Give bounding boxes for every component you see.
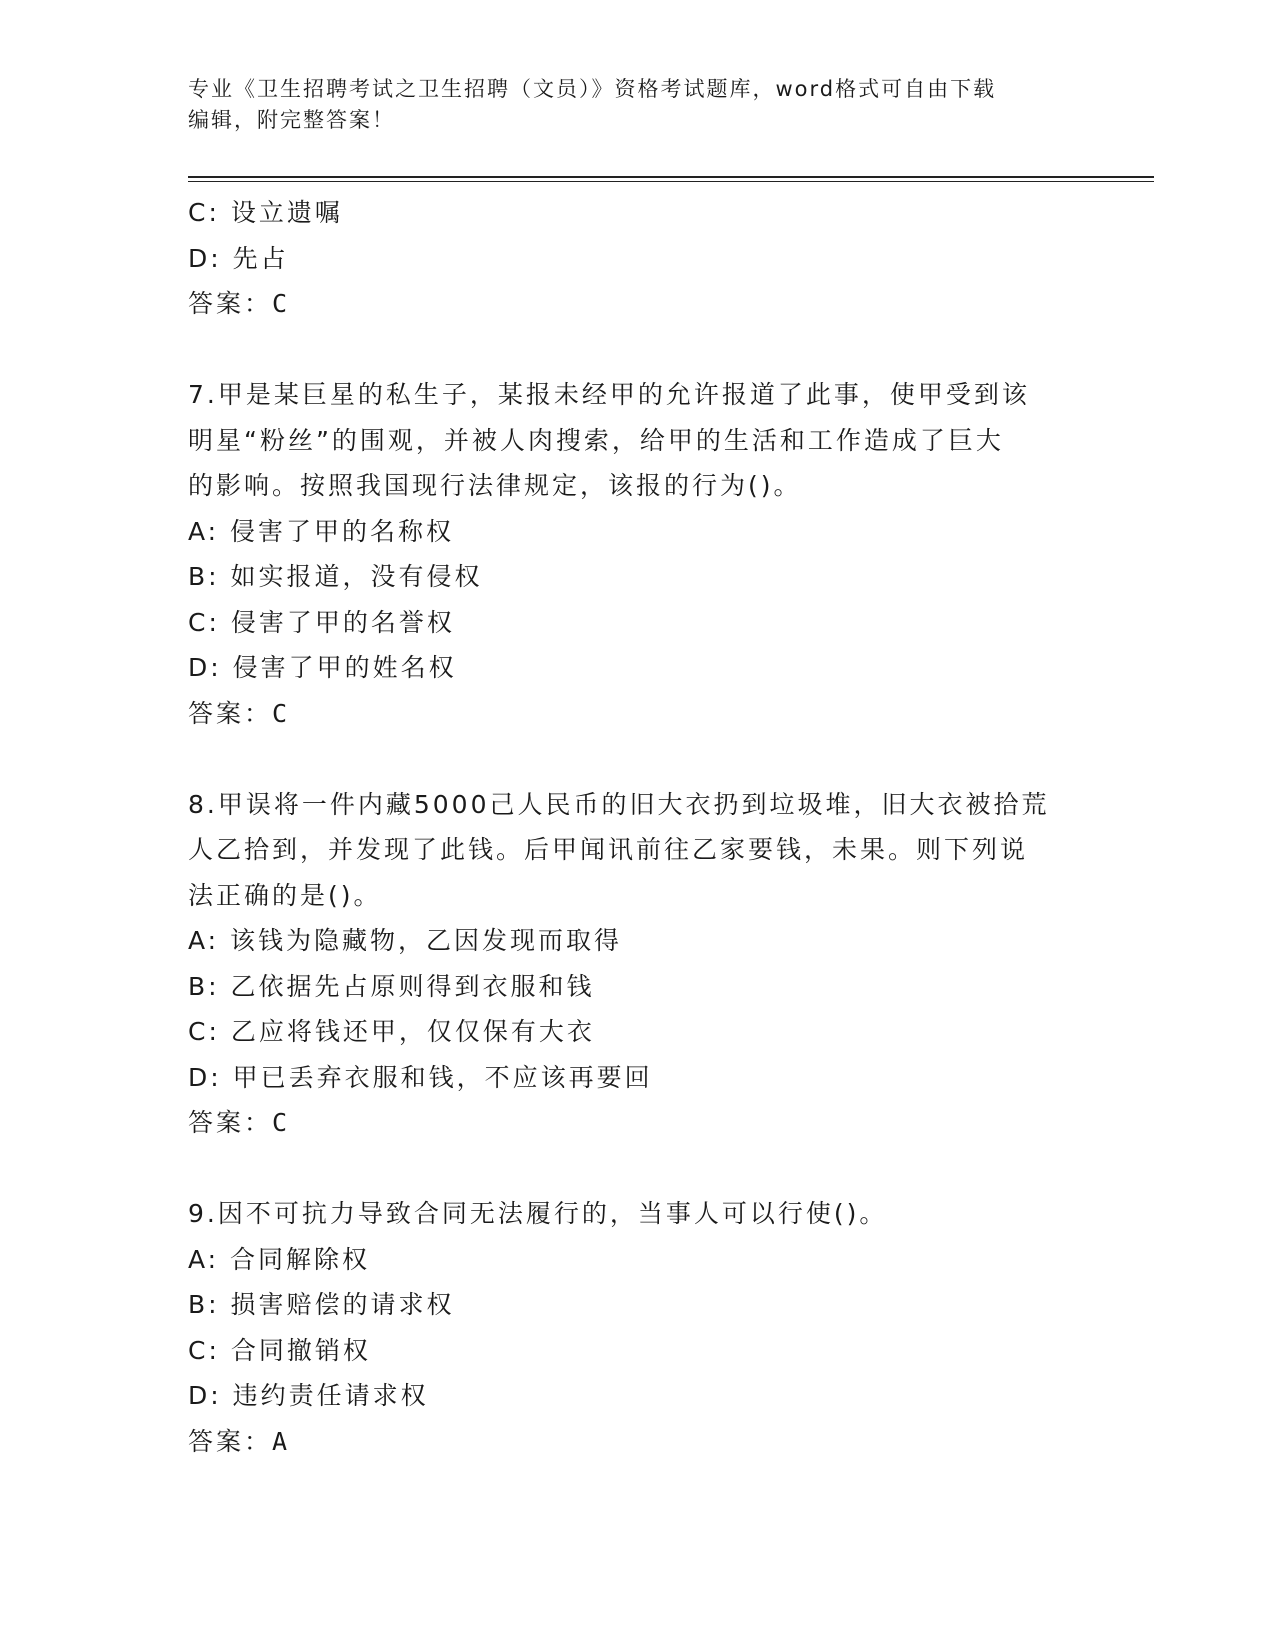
- option-c: C: 侵害了甲的名誉权: [188, 607, 455, 637]
- question-text-line: 人乙拾到，并发现了此钱。后甲闻讯前往乙家要钱，未果。则下列说: [188, 835, 1029, 864]
- option-b: B: 损害赔偿的请求权: [188, 1290, 455, 1319]
- question-text-line: 8.甲误将一件内藏5000己人民币的旧大衣扔到垃圾堆，旧大衣被拾荒: [188, 789, 1050, 819]
- option-c: C: 合同撤销权: [188, 1335, 371, 1365]
- answer-line: [188, 1419, 1088, 1465]
- question-9: [188, 1191, 1088, 1464]
- answer-value: C: [272, 1108, 289, 1137]
- header-line-1: 专业《卫生招聘考试之卫生招聘（文员）》资格考试题库，word格式可自由下载: [188, 77, 997, 101]
- spacer: [188, 327, 1088, 373]
- answer-label: 答案：: [188, 1108, 273, 1137]
- answer-value: C: [272, 698, 289, 728]
- answer-label: 答案：: [188, 289, 273, 318]
- question-text-line: 9.因不可抗力导致合同无法履行的，当事人可以行使()。: [188, 1199, 888, 1228]
- option-d: D: 甲已丢弃衣服和钱，不应该再要回: [188, 1062, 653, 1092]
- option-b: B: 乙依据先占原则得到衣服和钱: [188, 971, 595, 1001]
- answer-label: 答案：: [188, 1426, 273, 1456]
- question-text-line: 法正确的是()。: [188, 880, 382, 910]
- document-body: [188, 190, 1088, 1464]
- question-7: [188, 372, 1088, 736]
- option-a: A: 该钱为隐藏物，乙因发现而取得: [188, 926, 623, 955]
- answer-value: A: [272, 1426, 289, 1456]
- answer-line: [188, 691, 1088, 737]
- question-8: [188, 782, 1088, 1146]
- answer-label: 答案：: [188, 698, 273, 728]
- option-d: D: 违约责任请求权: [188, 1381, 429, 1410]
- option-c: C: 设立遗嘱: [188, 198, 343, 227]
- answer-line: [188, 1100, 1088, 1146]
- question-text-line: 的影响。按照我国现行法律规定，该报的行为()。: [188, 471, 802, 500]
- option-d: D: 先占: [188, 243, 289, 273]
- option-c: C: 乙应将钱还甲，仅仅保有大衣: [188, 1017, 595, 1046]
- option-a: A: 侵害了甲的名称权: [188, 516, 455, 546]
- header-line-2: 编辑，附完整答案！: [188, 108, 395, 132]
- option-a: A: 合同解除权: [188, 1244, 371, 1274]
- question-text-line: 7.甲是某巨星的私生子，某报未经甲的允许报道了此事，使甲受到该: [188, 380, 1030, 409]
- spacer: [188, 736, 1088, 782]
- answer-line: [188, 281, 1088, 327]
- document-header: [188, 74, 1088, 136]
- spacer: [188, 1146, 1088, 1192]
- header-rule-thin: [188, 181, 1154, 182]
- question-text-line: 明星“粉丝”的围观，并被人肉搜索，给甲的生活和工作造成了巨大: [188, 425, 1004, 455]
- option-d: D: 侵害了甲的姓名权: [188, 653, 457, 682]
- header-rule-thick: [188, 176, 1154, 178]
- option-b: B: 如实报道，没有侵权: [188, 562, 483, 591]
- answer-value: C: [272, 289, 289, 318]
